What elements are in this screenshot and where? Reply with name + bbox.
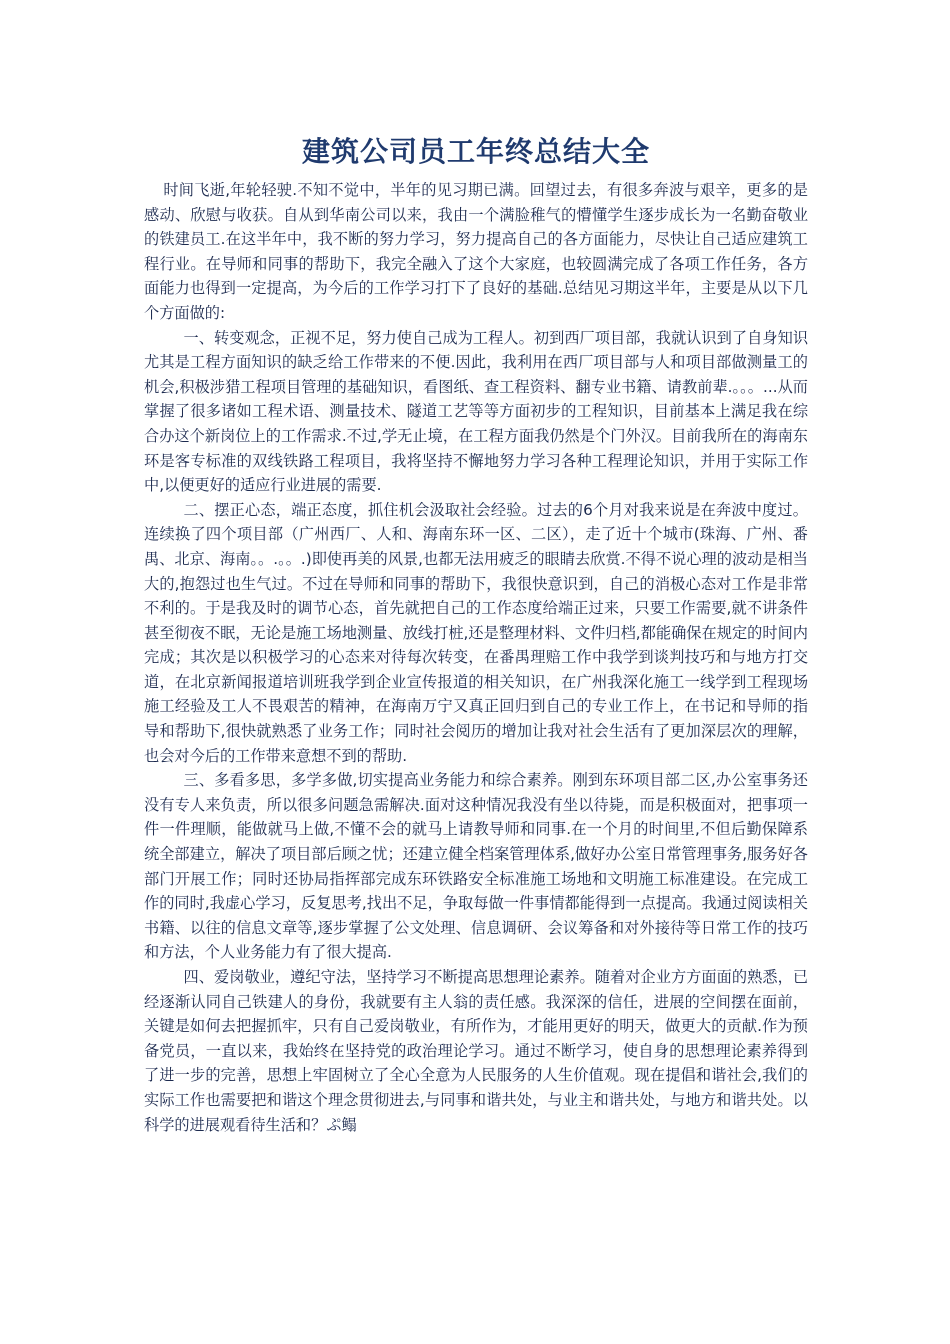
document-title: 建筑公司员工年终总结大全 (301, 135, 650, 168)
intro-paragraph: 时间飞逝,年轮轻驶.不知不觉中，半年的见习期已满。回望过去，有很多奔波与艰辛，更多的是感动、欣慰与收获。自从到华南公司以来，我由一个满脸稚气的懵懂学生逐步成长为一名勤奋敬业的铁建员工.在这半年中，我不断的努力学习，努力提高自己的各方面能力，尽快让自己适应建筑工程行业。在导师和同事的帮助下，我完全融入了这个大家庭，也较圆满完成了各项工作任务，各方面能力也得到一定提高，为今后的工作学习打下了良好的基础.总结见习期这半年，主要是从以下几个方面做的: (144, 181, 808, 322)
document-page (144, 130, 808, 1137)
section-paragraph-3: 三、多看多思，多学多做,切实提高业务能力和综合素养。刚到东环项目部二区,办公室事务还没有专人来负责，所以很多问题急需解决.面对这种情况我没有坐以待毙，而是积极面对，把事项一件一件理顺，能做就马上做,不懂不会的就马上请教导师和同事.在一个月的时间里,不但后勤保障系统全部建立，解决了项目部后顾之忧；还建立健全档案管理体系,做好办公室日常管理事务,服务好各部门开展工作；同时还协局指挥部完成东环铁路安全标准施工场地和文明施工标准建设。在完成工作的同时,我虚心学习，反复思考,找出不足，争取每做一件事情都能得到一点提高。我通过阅读相关书籍、以往的信息文章等,逐步掌握了公文处理、信息调研、会议筹备和对外接待等日常工作的技巧和方法，个人业务能力有了很大提高. (144, 771, 808, 962)
section-paragraph-1: 一、转变观念，正视不足，努力使自己成为工程人。初到西厂项目部，我就认识到了自身知识尤其是工程方面知识的缺乏给工作带来的不便.因此，我利用在西厂项目部与人和项目部做测量工的机会,积极涉猎工程项目管理的基础知识，看图纸、查工程资料、翻专业书籍、请教前辈.。。。...从而掌握了很多诸如工程术语、测量技术、隧道工艺等等方面初步的工程知识，目前基本上满足我在综合办这个新岗位上的工作需求.不过,学无止境，在工程方面我仍然是个门外汉。目前我所在的海南东环是客专标准的双线铁路工程项目，我将坚持不懈地努力学习各种工程理论知识，并用于实际工作中,以便更好的适应行业进展的需要. (144, 328, 808, 495)
section-paragraph-2: 二、摆正心态，端正态度，抓住机会汲取社会经验。过去的6个月对我来说是在奔波中度过。连续换了四个项目部（广州西厂、人和、海南东环一区、二区），走了近十个城市(珠海、广州、番禺、北京、海南。。.。。.)即使再美的风景,也都无法用疲乏的眼睛去欣赏.不得不说心理的波动是相当大的,抱怨过也生气过。不过在导师和同事的帮助下，我很快意识到，自己的消极心态对工作是非常不利的。于是我及时的调节心态，首先就把自己的工作态度给端正过来，只要工作需要,就不讲条件甚至彻夜不眠，无论是施工场地测量、放线打桩,还是整理材料、文件归档,都能确保在规定的时间内完成；其次是以积极学习的心态来对待每次转变，在番禺理赔工作中我学到谈判技巧和与地方打交道，在北京新闻报道培训班我学到企业宣传报道的相关知识，在广州我深化施工一线学到工程现场施工经验及工人不畏艰苦的精神，在海南万宁又真正回归到自己的专业工作上，在书记和导师的指导和帮助下,很快就熟悉了业务工作；同时社会阅历的增加让我对社会生活有了更加深层次的理解，也会对今后的工作带来意想不到的帮助. (144, 500, 808, 765)
section-paragraph-4: 四、爱岗敬业，遵纪守法，坚持学习不断提高思想理论素养。随着对企业方方面面的熟悉，已经逐渐认同自己铁建人的身份，我就要有主人翁的责任感。我深深的信任，进展的空间摆在面前，关键是如何去把握抓牢，只有自己爱岗敬业，有所作为，才能用更好的明天，做更大的贡献.作为预备党员，一直以来，我始终在坚持党的政治理论学习。通过不断学习，使自身的思想理论素养得到了进一步的完善，思想上牢固树立了全心全意为人民服务的人生价值观。现在提倡和谐社会,我们的实际工作也需要把和谐这个理念贯彻进去,与同事和谐共处，与业主和谐共处，与地方和谐共处。以科学的进展观看待生活和？ぷ鳎 (144, 968, 808, 1134)
